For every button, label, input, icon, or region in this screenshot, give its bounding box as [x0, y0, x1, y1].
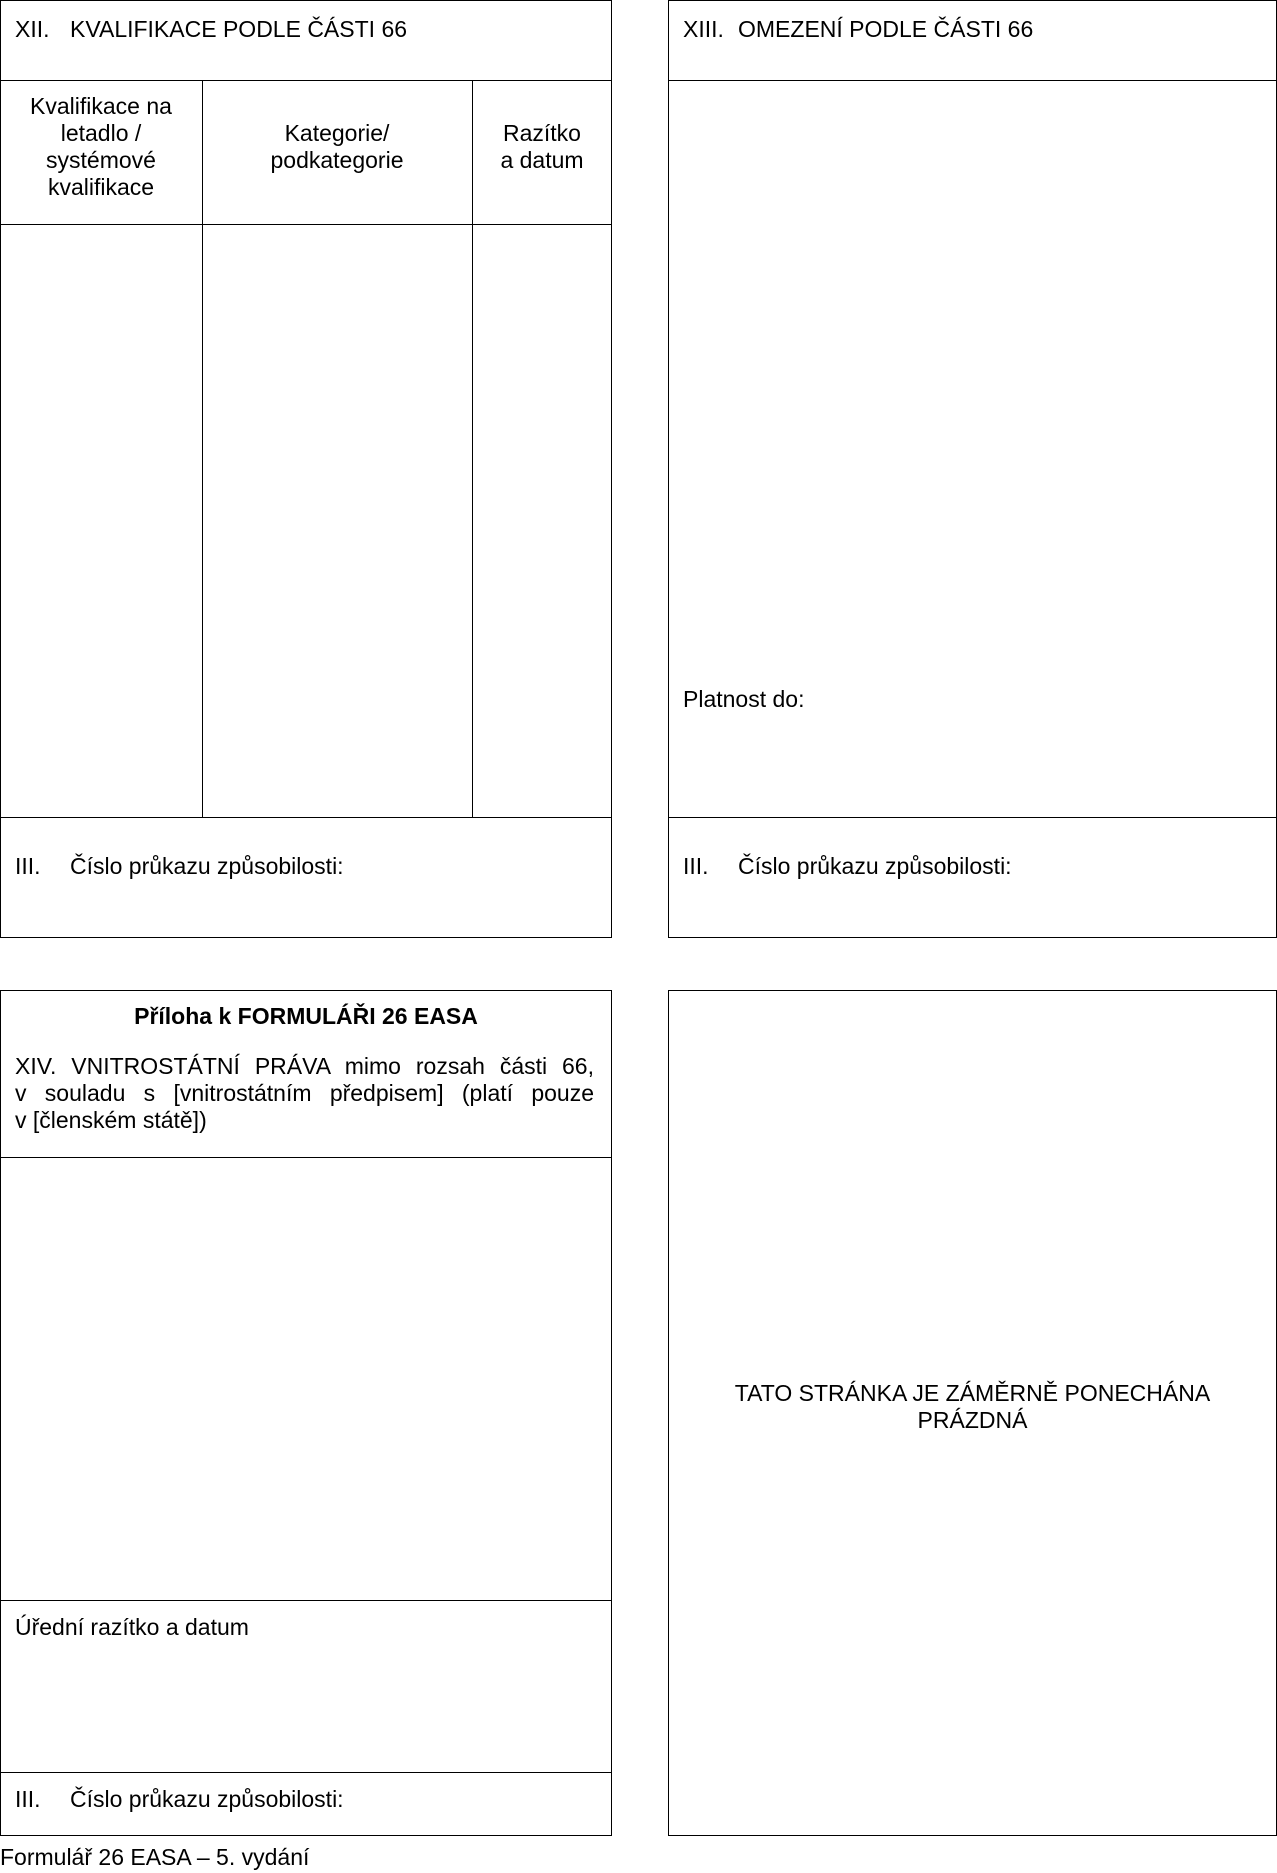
validity-label: Platnost do:	[683, 686, 805, 712]
panel-xiii-title-divider	[668, 80, 1277, 81]
intentionally-blank-notice	[668, 1380, 1277, 1434]
column-header-qualification	[0, 93, 202, 201]
form-edition-footer: Formulář 26 EASA – 5. vydání	[0, 1844, 310, 1870]
section-number: XIII.	[683, 16, 724, 42]
notice-line: TATO STRÁNKA JE ZÁMĚRNĚ PONECHÁNA	[734, 1380, 1211, 1406]
header-line: Kategorie/	[284, 120, 390, 146]
panel-xiv-stamp-divider	[0, 1600, 612, 1601]
column-header-category	[202, 120, 472, 174]
national-rights-line-1: XIV. VNITROSTÁTNÍ PRÁVA mimo rozsah části 66,	[15, 1053, 594, 1079]
panel-xii-col-divider-2	[472, 80, 473, 818]
panel-xiv-footer-divider	[0, 1772, 612, 1773]
section-number: III.	[15, 853, 41, 879]
section-number: XII.	[15, 16, 50, 42]
section-number: III.	[15, 1786, 41, 1812]
panel-xii-col-divider-1	[202, 80, 203, 818]
section-title: OMEZENÍ PODLE ČÁSTI 66	[738, 16, 1034, 42]
header-line: a datum	[500, 147, 584, 173]
panel-xii-title	[15, 16, 407, 43]
header-line: Kvalifikace na	[30, 93, 172, 119]
panel-xiii	[668, 0, 1277, 938]
official-stamp-label: Úřední razítko a datum	[15, 1614, 249, 1640]
panel-xiv-header-divider	[0, 1157, 612, 1158]
licence-number-label: Číslo průkazu způsobilosti:	[70, 853, 344, 879]
section-title: KVALIFIKACE PODLE ČÁSTI 66	[70, 16, 408, 42]
panel-xiii-licence-number	[683, 853, 1012, 880]
column-header-stamp-date	[472, 120, 612, 174]
licence-number-label: Číslo průkazu způsobilosti:	[738, 853, 1012, 879]
section-number: III.	[683, 853, 709, 879]
header-line: podkategorie	[270, 147, 404, 173]
panel-xii-footer-divider	[0, 817, 612, 818]
national-rights-line-2: v souladu s [vnitrostátním předpisem] (platí pouze	[15, 1080, 594, 1106]
panel-xiii-footer-divider	[668, 817, 1277, 818]
national-rights-line-3: v [členském státě])	[15, 1107, 207, 1133]
licence-number-label: Číslo průkazu způsobilosti:	[70, 1786, 344, 1812]
panel-xiv-licence-number	[15, 1786, 344, 1813]
header-line: kvalifikace	[47, 174, 155, 200]
panel-xii-header-divider	[0, 224, 612, 225]
notice-line: PRÁZDNÁ	[917, 1407, 1028, 1433]
header-line: Razítko	[503, 120, 581, 146]
panel-xii-licence-number	[15, 853, 344, 880]
panel-xiii-title	[683, 16, 1033, 43]
header-line: systémové	[46, 147, 156, 173]
panel-xii-title-divider	[0, 80, 612, 81]
header-line: letadlo /	[60, 120, 142, 146]
annex-title: Příloha k FORMULÁŘI 26 EASA	[134, 1003, 478, 1029]
